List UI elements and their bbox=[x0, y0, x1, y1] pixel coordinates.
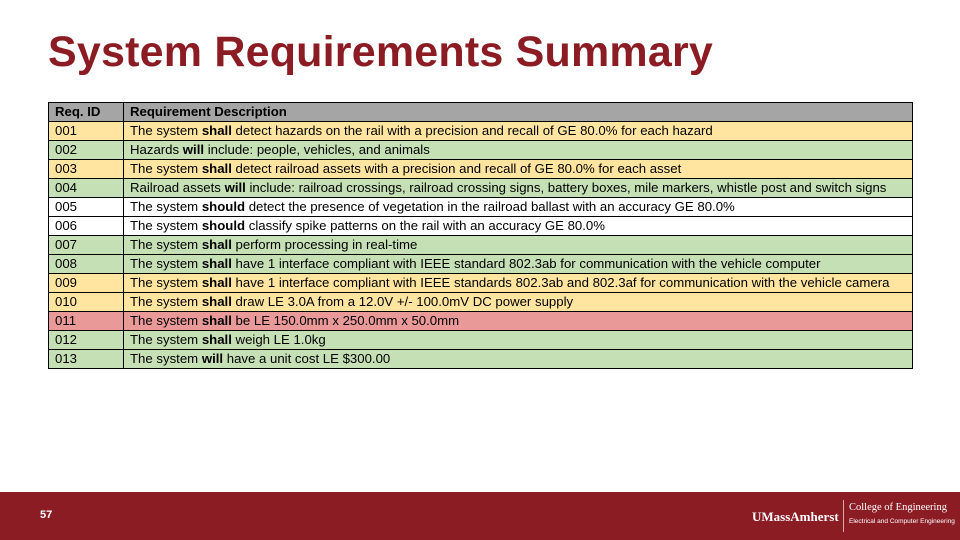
req-keyword: shall bbox=[201, 275, 232, 290]
req-id-cell: 012 bbox=[49, 331, 124, 350]
page-number: 57 bbox=[40, 509, 53, 521]
footer-bar bbox=[0, 492, 960, 540]
req-text: classify spike patterns on the rail with an accuracy GE 80.0% bbox=[245, 218, 605, 233]
req-text: perform processing in real-time bbox=[231, 237, 418, 252]
req-id-cell: 003 bbox=[49, 160, 124, 179]
table-row bbox=[49, 274, 913, 293]
table-row bbox=[49, 293, 913, 312]
req-id-cell: 007 bbox=[49, 236, 124, 255]
req-text: draw LE 3.0A from a 12.0V +/- 100.0mV DC power supply bbox=[231, 294, 574, 309]
req-keyword: shall bbox=[201, 256, 232, 271]
table-row bbox=[49, 217, 913, 236]
req-text: detect railroad assets with a precision and recall of GE 80.0% for each asset bbox=[231, 161, 682, 176]
req-description-cell bbox=[124, 141, 913, 160]
req-text: detect the presence of vegetation in the railroad ballast with an accuracy GE 80.0% bbox=[245, 199, 735, 214]
req-description-cell bbox=[124, 217, 913, 236]
req-description-cell bbox=[124, 179, 913, 198]
table-header-row bbox=[49, 103, 913, 122]
req-text: The system bbox=[130, 332, 202, 347]
table-row bbox=[49, 255, 913, 274]
req-text: include: railroad crossings, railroad crossing signs, battery boxes, mile markers, whistle post and switch signs bbox=[245, 180, 887, 195]
req-description-cell bbox=[124, 198, 913, 217]
req-text: The system bbox=[130, 256, 202, 271]
req-text: The system bbox=[130, 351, 202, 366]
req-id-cell: 008 bbox=[49, 255, 124, 274]
req-keyword: shall bbox=[201, 161, 232, 176]
logo-university-name: UMassAmherst bbox=[752, 509, 839, 524]
req-id-cell: 006 bbox=[49, 217, 124, 236]
req-description-cell bbox=[124, 160, 913, 179]
req-id-cell: 002 bbox=[49, 141, 124, 160]
req-description-cell bbox=[124, 312, 913, 331]
req-text: have 1 interface compliant with IEEE standard 802.3ab for communication with the vehicle computer bbox=[231, 256, 821, 271]
req-description-cell bbox=[124, 293, 913, 312]
req-keyword: should bbox=[201, 218, 246, 233]
header-requirement-description: Requirement Description bbox=[124, 103, 913, 122]
table-row bbox=[49, 198, 913, 217]
req-id-cell: 001 bbox=[49, 122, 124, 141]
req-keyword: shall bbox=[201, 123, 232, 138]
req-id-cell: 005 bbox=[49, 198, 124, 217]
req-id-cell: 013 bbox=[49, 350, 124, 369]
logo-divider bbox=[843, 500, 844, 532]
req-id-cell: 010 bbox=[49, 293, 124, 312]
req-id-cell: 009 bbox=[49, 274, 124, 293]
req-text: The system bbox=[130, 123, 202, 138]
req-description-cell bbox=[124, 122, 913, 141]
req-text: be LE 150.0mm x 250.0mm x 50.0mm bbox=[231, 313, 460, 328]
req-keyword: shall bbox=[201, 313, 232, 328]
req-keyword: shall bbox=[201, 294, 232, 309]
table-row bbox=[49, 141, 913, 160]
req-text: The system bbox=[130, 237, 202, 252]
req-text: The system bbox=[130, 275, 202, 290]
logo-department-name: Electrical and Computer Engineering bbox=[849, 518, 955, 525]
req-id-cell: 011 bbox=[49, 312, 124, 331]
slide-title: System Requirements Summary bbox=[48, 28, 713, 76]
req-keyword: will bbox=[182, 142, 205, 157]
req-description-cell bbox=[124, 350, 913, 369]
table-row bbox=[49, 312, 913, 331]
table-row bbox=[49, 331, 913, 350]
req-text: The system bbox=[130, 313, 202, 328]
table-row bbox=[49, 122, 913, 141]
req-keyword: will bbox=[224, 180, 246, 195]
req-text: weigh LE 1.0kg bbox=[231, 332, 326, 347]
table-row bbox=[49, 236, 913, 255]
header-req-id: Req. ID bbox=[49, 103, 124, 122]
req-keyword: shall bbox=[201, 237, 232, 252]
req-text: Hazards bbox=[130, 142, 183, 157]
req-text: The system bbox=[130, 218, 202, 233]
req-keyword: shall bbox=[201, 332, 232, 347]
req-text: have 1 interface compliant with IEEE standards 802.3ab and 802.3af for communication with the vehicle camera bbox=[231, 275, 890, 290]
req-id-cell: 004 bbox=[49, 179, 124, 198]
table-row bbox=[49, 350, 913, 369]
req-description-cell bbox=[124, 255, 913, 274]
req-text: Railroad assets bbox=[130, 180, 225, 195]
req-text: The system bbox=[130, 161, 202, 176]
req-keyword: will bbox=[201, 351, 224, 366]
req-text: detect hazards on the rail with a precision and recall of GE 80.0% for each hazard bbox=[231, 123, 713, 138]
req-text: include: people, vehicles, and animals bbox=[204, 142, 430, 157]
req-description-cell bbox=[124, 331, 913, 350]
req-text: The system bbox=[130, 199, 202, 214]
logo-college-name: College of Engineering bbox=[849, 502, 947, 513]
req-keyword: should bbox=[201, 199, 246, 214]
table-row bbox=[49, 179, 913, 198]
req-description-cell bbox=[124, 274, 913, 293]
req-text: The system bbox=[130, 294, 202, 309]
req-text: have a unit cost LE $300.00 bbox=[223, 351, 391, 366]
table-row bbox=[49, 160, 913, 179]
req-description-cell bbox=[124, 236, 913, 255]
requirements-table bbox=[48, 102, 913, 369]
